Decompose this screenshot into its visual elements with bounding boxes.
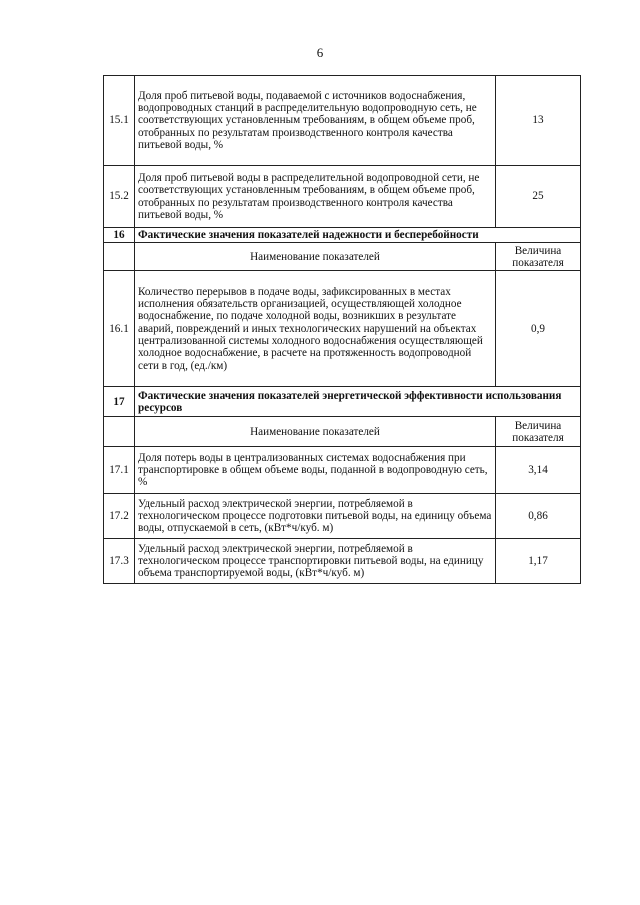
indicator-value: 1,17 (496, 539, 581, 584)
table-row (104, 494, 581, 539)
section-number: 17 (104, 387, 135, 417)
value-column-header: Величина показателя (496, 243, 581, 271)
indicator-value: 13 (496, 76, 581, 166)
indicator-value: 0,9 (496, 271, 581, 387)
row-number: 15.2 (104, 166, 135, 228)
row-number: 17.3 (104, 539, 135, 584)
name-column-header: Наименование показателей (135, 243, 496, 271)
row-number: 16.1 (104, 271, 135, 387)
indicator-value: 0,86 (496, 494, 581, 539)
indicator-name: Доля потерь воды в централизованных системах водоснабжения при транспортировке в общем объеме воды, поданной в водопроводную сеть, % (135, 447, 496, 494)
indicator-name: Удельный расход электрической энергии, потребляемой в технологическом процессе подготовки питьевой воды, на единицу объема воды, отпускаемой в сеть, (кВт*ч/куб. м) (135, 494, 496, 539)
name-column-header: Наименование показателей (135, 417, 496, 447)
value-column-header: Величина показателя (496, 417, 581, 447)
indicator-name: Удельный расход электрической энергии, потребляемой в технологическом процессе транспортировки питьевой воды, на единицу объема транспортируемой воды, (кВт*ч/куб. м) (135, 539, 496, 584)
section-title: Фактические значения показателей энергетической эффективности использования ресурсов (135, 387, 581, 417)
table-row (104, 76, 581, 166)
header-row (104, 243, 581, 271)
row-number: 17.2 (104, 494, 135, 539)
indicator-value: 3,14 (496, 447, 581, 494)
empty-cell (104, 417, 135, 447)
indicators-table (103, 75, 581, 584)
section-number: 16 (104, 228, 135, 243)
indicator-name: Доля проб питьевой воды в распределительной водопроводной сети, не соответствующих установленным требованиям, в общем объеме проб, отобранных по результатам производственного контроля качества питьевой воды, % (135, 166, 496, 228)
table-row (104, 539, 581, 584)
indicator-value: 25 (496, 166, 581, 228)
table-row (104, 271, 581, 387)
row-number: 17.1 (104, 447, 135, 494)
section-row (104, 387, 581, 417)
header-row (104, 417, 581, 447)
page-number: 6 (316, 45, 324, 60)
empty-cell (104, 243, 135, 271)
section-row (104, 228, 581, 243)
row-number: 15.1 (104, 76, 135, 166)
table-row (104, 447, 581, 494)
indicator-name: Количество перерывов в подаче воды, зафиксированных в местах исполнения обязательств организацией, осуществляющей холодное водоснабжение, по подаче холодной воды, возникших в результате аварий, повреждений и иных технологических нарушений на объектах централизованной системы холодного водоснабжения осуществляющей холодное водоснабжение, в расчете на протяженность водопроводной сети в год, (ед./км) (135, 271, 496, 387)
indicator-name: Доля проб питьевой воды, подаваемой с источников водоснабжения, водопроводных станций в распределительную водопроводную сеть, не соответствующих установленным требованиям, в общем объеме проб, отобранных по результатам производственного контроля качества питьевой воды, % (135, 76, 496, 166)
section-title: Фактические значения показателей надежности и бесперебойности (135, 228, 581, 243)
table-row (104, 166, 581, 228)
